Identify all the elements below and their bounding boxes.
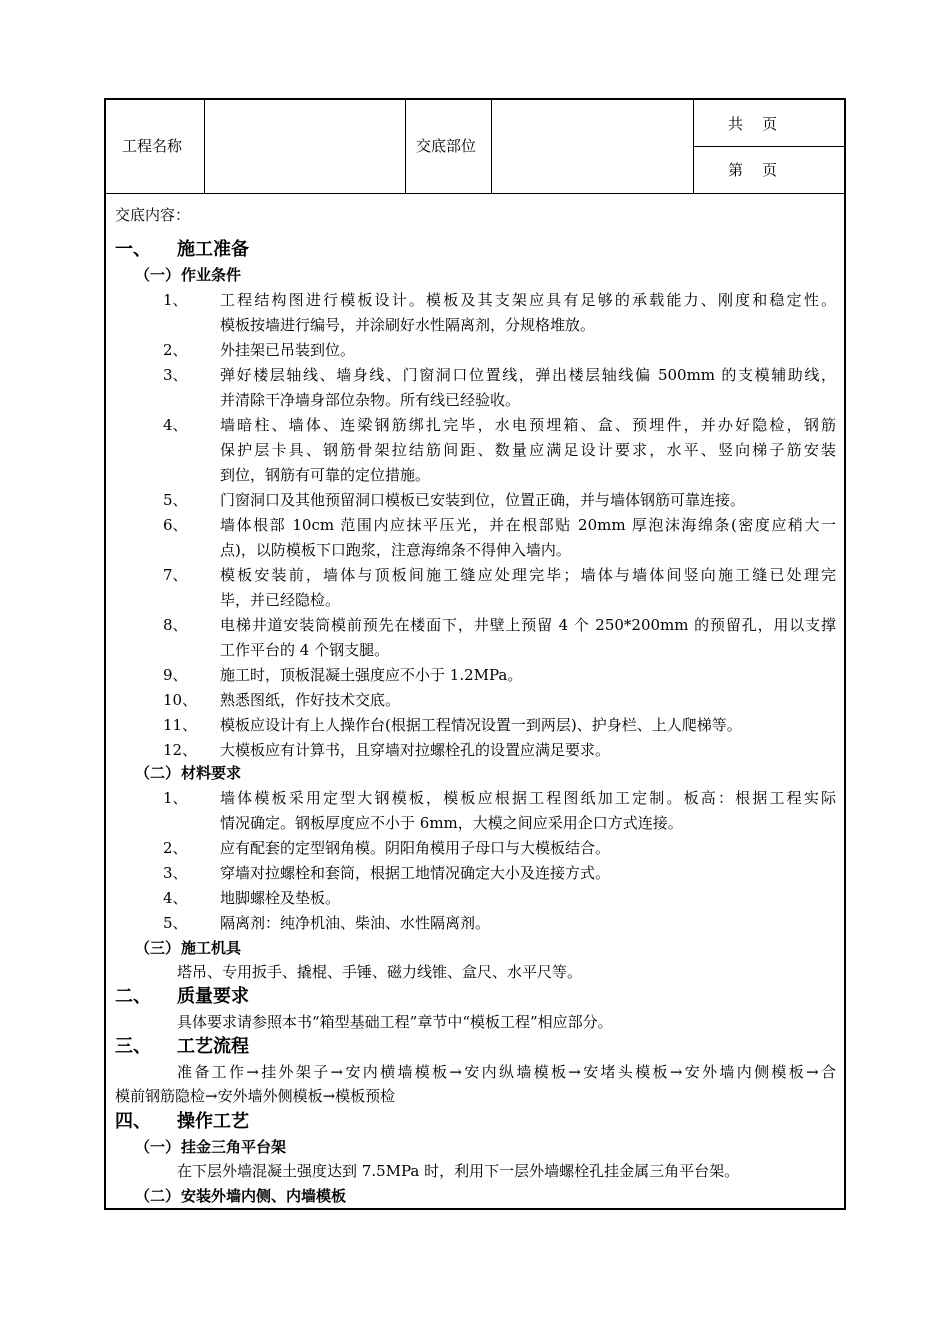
total-pages: 共 页 [728,115,778,133]
tools-text: 塔吊、专用扳手、撬棍、手锤、磁力线锥、盒尺、水平尺等。 [177,963,583,981]
divider [405,100,406,193]
item-text: 隔离剂：纯净机油、柴油、水性隔离剂。 [220,914,491,932]
item-text: 外挂架已吊装到位。 [220,341,356,359]
section-number: 一、 [115,239,151,260]
project-name-label: 工程名称 [122,137,183,155]
item-text: 弹好楼层轴线、墙身线、门窗洞口位置线，弹出楼层轴线偏 500mm 的支模辅助线， [220,366,836,384]
item-text: 毕，并已经隐检。 [220,591,341,609]
item-number: 2、 [163,839,188,857]
item-number: 4、 [163,416,188,434]
item-number: 9、 [163,666,188,684]
item-text: 应有配套的定型钢角模。阴阳角模用子母口与大模板结合。 [220,839,611,857]
item-number: 3、 [163,366,188,384]
item-text: 情况确定。钢板厚度应不小于 6mm，大模之间应采用企口方式连接。 [220,814,683,832]
item-text: 大模板应有计算书，且穿墙对拉螺栓孔的设置应满足要求。 [220,741,611,759]
item-text: 墙体模板采用定型大钢模板，模板应根据工程图纸加工定制。板高：根据工程实际 [220,789,836,807]
divider [693,146,844,147]
subsection-title: 施工机具 [181,939,242,957]
item-number: 5、 [163,914,188,932]
item-text: 门窗洞口及其他预留洞口模板已安装到位，位置正确，并与墙体钢筋可靠连接。 [220,491,746,509]
section-title: 工艺流程 [177,1036,249,1057]
item-text: 穿墙对拉螺栓和套筒，根据工地情况确定大小及连接方式。 [220,864,611,882]
section-title: 操作工艺 [177,1111,249,1132]
item-text: 电梯井道安装筒模前预先在楼面下，井壁上预留 4 个 250*200mm 的预留孔，用以支撑 [220,616,836,634]
item-text: 工作平台的 4 个钢支腿。 [220,641,390,659]
item-number: 7、 [163,566,188,584]
item-number: 8、 [163,616,188,634]
item-text: 工程结构图进行模板设计。模板及其支架应具有足够的承载能力、刚度和稳定性。 [220,291,836,309]
subsection-title: 挂金三角平台架 [181,1138,287,1156]
item-number: 6、 [163,516,188,534]
section-number: 三、 [115,1036,151,1057]
item-number: 4、 [163,889,188,907]
subsection-number: （一） [135,266,181,284]
item-number: 2、 [163,341,188,359]
operation-text: 在下层外墙混凝土强度达到 7.5MPa 时，利用下一层外墙螺栓孔挂金属三角平台架。 [177,1162,740,1180]
item-number: 3、 [163,864,188,882]
item-text: 施工时，顶板混凝土强度应不小于 1.2MPa。 [220,666,523,684]
item-text: 模板安装前，墙体与顶板间施工缝应处理完毕；墙体与墙体间竖向施工缝已处理完 [220,566,836,584]
item-text: 到位，钢筋有可靠的定位措施。 [220,466,431,484]
item-text: 熟悉图纸，作好技术交底。 [220,691,401,709]
content-label: 交底内容： [115,206,191,224]
item-text: 模板应设计有上人操作台(根据工程情况设置一到两层)、护身栏、上人爬梯等。 [220,716,742,734]
subsection-number: （三） [135,939,181,957]
item-text: 墙暗柱、墙体、连梁钢筋绑扎完毕，水电预埋箱、盒、预埋件，并办好隐检，钢筋 [220,416,836,434]
item-number: 1、 [163,789,188,807]
section-title: 施工准备 [177,239,249,260]
subsection-title: 安装外墙内侧、内墙模板 [181,1187,347,1205]
item-text: 墙体根部 10cm 范围内应抹平压光，并在根部贴 20mm 厚泡沫海绵条(密度应稍大一 [220,516,836,534]
item-number: 12、 [163,741,198,759]
section-number: 四、 [115,1111,151,1132]
subsection-number: （二） [135,764,181,782]
item-number: 11、 [163,716,198,734]
subsection-title: 材料要求 [181,764,242,782]
process-flow-line: 模前钢筋隐检→安外墙外侧模板→模板预检 [115,1087,396,1105]
section-title: 质量要求 [177,986,249,1007]
subsection-number: （一） [135,1138,181,1156]
page-number: 第 页 [728,161,778,179]
subsection-number: （二） [135,1187,181,1205]
process-flow-line: 准备工作→挂外架子→安内横墙模板→安内纵墙模板→安堵头模板→安外墙内侧模板→合 [177,1063,836,1081]
divider [491,100,492,193]
item-text: 保护层卡具、钢筋骨架拉结筋间距、数量应满足设计要求，水平、竖向梯子筋安装 [220,441,836,459]
location-label: 交底部位 [416,137,477,155]
subsection-title: 作业条件 [181,266,242,284]
item-number: 10、 [163,691,198,709]
divider [204,100,205,193]
header-table [106,100,844,194]
item-text: 并清除干净墙身部位杂物。所有线已经验收。 [220,391,521,409]
quality-text: 具体要求请参照本书“箱型基础工程”章节中“模板工程”相应部分。 [177,1013,613,1031]
item-number: 1、 [163,291,188,309]
item-number: 5、 [163,491,188,509]
item-text: 模板按墙进行编号，并涂刷好水性隔离剂，分规格堆放。 [220,316,596,334]
item-text: 地脚螺栓及垫板。 [220,889,341,907]
section-number: 二、 [115,986,151,1007]
item-text: 点)，以防模板下口跑浆，注意海绵条不得伸入墙内。 [220,541,571,559]
